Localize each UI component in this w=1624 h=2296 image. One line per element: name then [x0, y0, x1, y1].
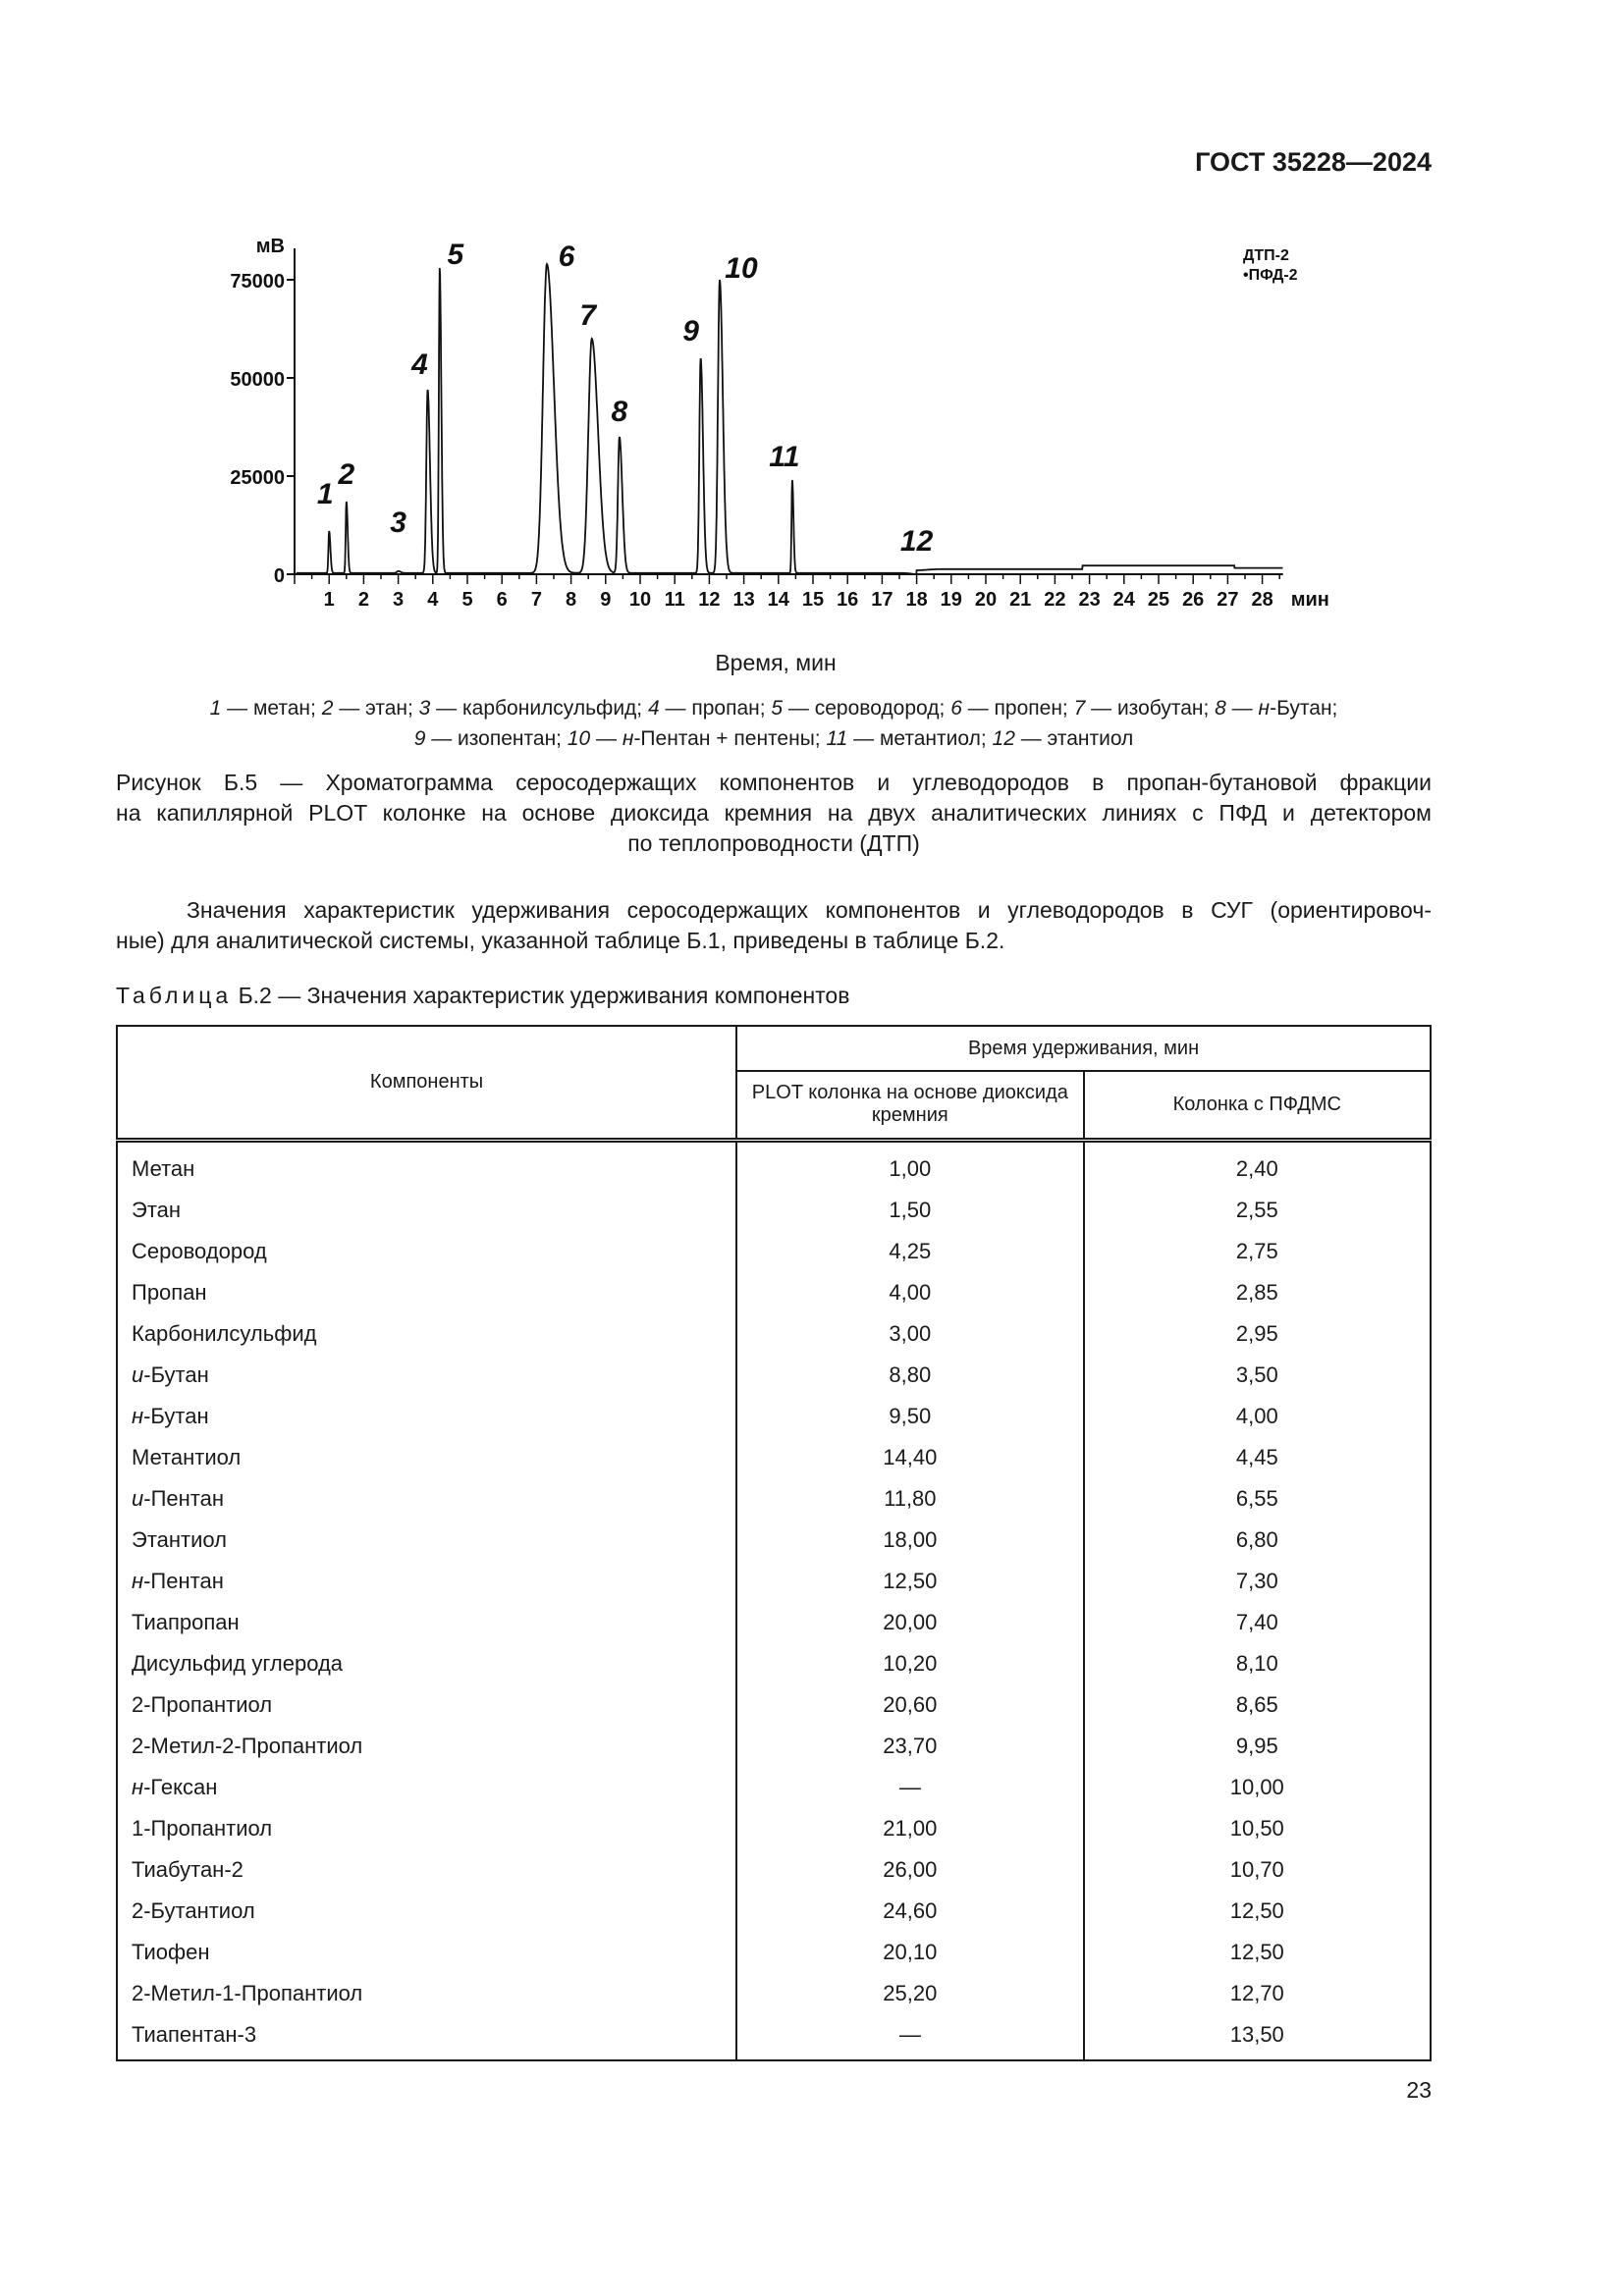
x-tick-label: 19 [940, 589, 962, 611]
table-row [117, 1602, 1431, 1643]
pdms-retention-time: 8,10 [1084, 1643, 1431, 1684]
plot-retention-time: 14,40 [736, 1437, 1083, 1478]
component-name: и-Бутан [117, 1355, 736, 1396]
x-tick-label: 13 [732, 589, 755, 611]
component-name: Метан [117, 1140, 736, 1190]
caption-line-2: на капиллярной PLOT колонке на основе диоксида кремния на двух аналитических линиях с ПФД и детектором [116, 800, 1432, 826]
table-caption-word: Таблица [116, 983, 233, 1008]
component-name: Этан [117, 1190, 736, 1231]
peak-label: 9 [682, 315, 699, 347]
x-tick-label: 20 [974, 589, 998, 611]
pdms-retention-time: 6,80 [1084, 1520, 1431, 1561]
x-tick-label: 26 [1182, 589, 1205, 611]
x-tick-label: 23 [1078, 589, 1101, 611]
table-row [117, 1396, 1431, 1437]
component-name: Дисульфид углерода [117, 1643, 736, 1684]
plot-retention-time: 4,00 [736, 1272, 1083, 1313]
y-tick-label: 0 [273, 565, 285, 587]
x-axis-title: Время, мин [715, 650, 837, 675]
x-tick-label: 25 [1147, 589, 1170, 611]
pdms-retention-time: 7,30 [1084, 1561, 1431, 1602]
component-name: Карбонилсульфид [117, 1313, 736, 1355]
figure-caption [116, 768, 1432, 859]
component-name: 2-Бутантиол [117, 1891, 736, 1932]
x-axis-unit: мин [1290, 589, 1329, 611]
table-row [117, 1849, 1431, 1891]
table-row [117, 1190, 1431, 1231]
header-plot-column: PLOT колонка на основе диоксида кремния [736, 1071, 1083, 1140]
table-row [117, 1272, 1431, 1313]
pdms-retention-time: 2,95 [1084, 1313, 1431, 1355]
paragraph-line-1: Значения характеристик удерживания серосодержащих компонентов и углеводородов в СУГ (ориентировоч- [187, 897, 1432, 923]
component-name: 2-Пропантиол [117, 1684, 736, 1726]
pdms-retention-time: 7,40 [1084, 1602, 1431, 1643]
table-caption-text: Б.2 — Значения характеристик удерживания компонентов [238, 983, 850, 1008]
x-tick-label: 18 [905, 589, 928, 611]
x-tick-label: 8 [566, 589, 577, 611]
pdms-retention-time: 10,00 [1084, 1767, 1431, 1808]
plot-retention-time: 11,80 [736, 1478, 1083, 1520]
y-tick-label: 25000 [230, 467, 285, 489]
table-row [117, 1478, 1431, 1520]
pdms-retention-time: 2,85 [1084, 1272, 1431, 1313]
x-tick-label: 14 [767, 589, 789, 611]
plot-retention-time: 8,80 [736, 1355, 1083, 1396]
plot-retention-time: 4,25 [736, 1231, 1083, 1272]
caption-line-1: Рисунок Б.5 — Хроматограмма серосодержащих компонентов и углеводородов в пропан-бутановой фракции [116, 770, 1432, 795]
component-name: н-Пентан [117, 1561, 736, 1602]
x-tick-label: 15 [801, 589, 825, 611]
pdms-retention-time: 8,65 [1084, 1684, 1431, 1726]
table-row [117, 1355, 1431, 1396]
pdms-retention-time: 12,50 [1084, 1891, 1431, 1932]
x-tick-label: 28 [1251, 589, 1273, 611]
table-row [117, 1808, 1431, 1849]
x-tick-label: 2 [357, 589, 369, 611]
plot-retention-time: 3,00 [736, 1313, 1083, 1355]
series-trace-line [297, 264, 1283, 574]
x-tick-label: 12 [698, 589, 721, 611]
plot-retention-time: 23,70 [736, 1726, 1083, 1767]
table-row [117, 1973, 1431, 2014]
pdms-retention-time: 2,55 [1084, 1190, 1431, 1231]
pdms-retention-time: 6,55 [1084, 1478, 1431, 1520]
x-tick-label: 27 [1217, 589, 1239, 611]
header-pdms-column: Колонка с ПФДМС [1084, 1071, 1431, 1140]
x-tick-label: 3 [393, 589, 405, 611]
peak-label: 4 [411, 348, 428, 381]
x-tick-label: 24 [1112, 589, 1135, 611]
plot-retention-time: 20,00 [736, 1602, 1083, 1643]
table-row [117, 1767, 1431, 1808]
component-name: Тиабутан-2 [117, 1849, 736, 1891]
pdms-retention-time: 4,00 [1084, 1396, 1431, 1437]
table-row [117, 1891, 1431, 1932]
retention-table [116, 1025, 1432, 2061]
table-row [117, 1313, 1431, 1355]
y-tick-label: 75000 [230, 271, 285, 293]
component-name: 2-Метил-1-Пропантиол [117, 1973, 736, 2014]
table-row [117, 2014, 1431, 2060]
table-row [117, 1520, 1431, 1561]
pdms-retention-time: 12,50 [1084, 1932, 1431, 1973]
x-tick-label: 16 [837, 589, 859, 611]
x-tick-label: 4 [427, 589, 439, 611]
component-name: н-Бутан [117, 1396, 736, 1437]
plot-retention-time: 18,00 [736, 1520, 1083, 1561]
legend-series-name: •ПФД-2 [1243, 267, 1298, 284]
header-retention-time: Время удерживания, мин [736, 1026, 1431, 1071]
plot-retention-time: 10,20 [736, 1643, 1083, 1684]
component-name: Тиапентан-3 [117, 2014, 736, 2060]
peak-label: 2 [338, 458, 355, 491]
peak-label: 3 [390, 506, 406, 539]
pdms-retention-time: 2,40 [1084, 1140, 1431, 1190]
table-row [117, 1932, 1431, 1973]
table-row [117, 1684, 1431, 1726]
table-row [117, 1140, 1431, 1190]
x-tick-label: 22 [1044, 589, 1066, 611]
x-tick-label: 10 [628, 589, 652, 611]
x-tick-label: 21 [1009, 589, 1032, 611]
pdms-retention-time: 13,50 [1084, 2014, 1431, 2060]
body-paragraph [116, 895, 1432, 956]
component-name: Метантиол [117, 1437, 736, 1478]
page-number: 23 [1406, 2077, 1432, 2103]
plot-retention-time: 21,00 [736, 1808, 1083, 1849]
pdms-retention-time: 10,50 [1084, 1808, 1431, 1849]
pdms-retention-time: 12,70 [1084, 1973, 1431, 2014]
plot-retention-time: 25,20 [736, 1973, 1083, 2014]
x-tick-label: 17 [871, 589, 893, 611]
caption-line-3: по теплопроводности (ДТП) [627, 830, 920, 856]
plot-retention-time: 12,50 [736, 1561, 1083, 1602]
peak-label: 1 [316, 478, 334, 510]
plot-retention-time: 26,00 [736, 1849, 1083, 1891]
paragraph-line-2: ные) для аналитической системы, указанной таблице Б.1, приведены в таблице Б.2. [116, 928, 1005, 953]
pdms-retention-time: 10,70 [1084, 1849, 1431, 1891]
component-name: н-Гексан [117, 1767, 736, 1808]
component-name: и-Пентан [117, 1478, 736, 1520]
plot-retention-time: 1,00 [736, 1140, 1083, 1190]
peak-label: 6 [558, 240, 575, 273]
peak-label: 10 [725, 252, 758, 285]
x-tick-label: 6 [496, 589, 508, 611]
component-name: Тиофен [117, 1932, 736, 1973]
component-name: Пропан [117, 1272, 736, 1313]
pdms-retention-time: 3,50 [1084, 1355, 1431, 1396]
plot-retention-time: 20,60 [736, 1684, 1083, 1726]
component-name: 1-Пропантиол [117, 1808, 736, 1849]
pdms-retention-time: 4,45 [1084, 1437, 1431, 1478]
x-tick-label: 11 [664, 589, 685, 611]
peak-label: 8 [611, 396, 628, 428]
y-axis-unit: мВ [255, 236, 285, 257]
component-name: Сероводород [117, 1231, 736, 1272]
x-tick-label: 1 [323, 589, 335, 611]
plot-retention-time: 20,10 [736, 1932, 1083, 1973]
component-name: Тиапропан [117, 1602, 736, 1643]
plot-retention-time: 24,60 [736, 1891, 1083, 1932]
table-row [117, 1437, 1431, 1478]
table-row [117, 1561, 1431, 1602]
x-tick-label: 9 [600, 589, 612, 611]
x-tick-label: 5 [461, 589, 473, 611]
peak-label: 5 [447, 239, 464, 271]
document-standard-number: ГОСТ 35228—2024 [1195, 147, 1432, 177]
plot-retention-time: 1,50 [736, 1190, 1083, 1231]
plot-retention-time: — [736, 1767, 1083, 1808]
plot-retention-time: 9,50 [736, 1396, 1083, 1437]
pdms-retention-time: 9,95 [1084, 1726, 1431, 1767]
table-row [117, 1726, 1431, 1767]
table-row [117, 1643, 1431, 1684]
component-name: Этантиол [117, 1520, 736, 1561]
pdms-retention-time: 2,75 [1084, 1231, 1431, 1272]
table-row [117, 1231, 1431, 1272]
legend-series-name: ДТП-2 [1243, 247, 1289, 264]
figure-legend: 1 — метан; 2 — этан; 3 — карбонилсульфид; 4 — пропан; 5 — сероводород; 6 — пропен; 7 — изобутан; 8 — н-Бутан; 9 — изопентан; 10 — н-Пентан + пентены; 11 — метантиол; 12 — этантиол [209, 697, 1338, 750]
peak-label: 11 [769, 441, 800, 473]
table-caption [116, 983, 849, 1009]
peak-label: 12 [899, 525, 934, 558]
peak-label: 7 [579, 299, 597, 332]
plot-retention-time: — [736, 2014, 1083, 2060]
header-components: Компоненты [117, 1026, 736, 1140]
x-tick-label: 7 [530, 589, 542, 611]
y-tick-label: 50000 [230, 369, 285, 391]
component-name: 2-Метил-2-Пропантиол [117, 1726, 736, 1767]
chromatogram-chart [0, 0, 1624, 648]
